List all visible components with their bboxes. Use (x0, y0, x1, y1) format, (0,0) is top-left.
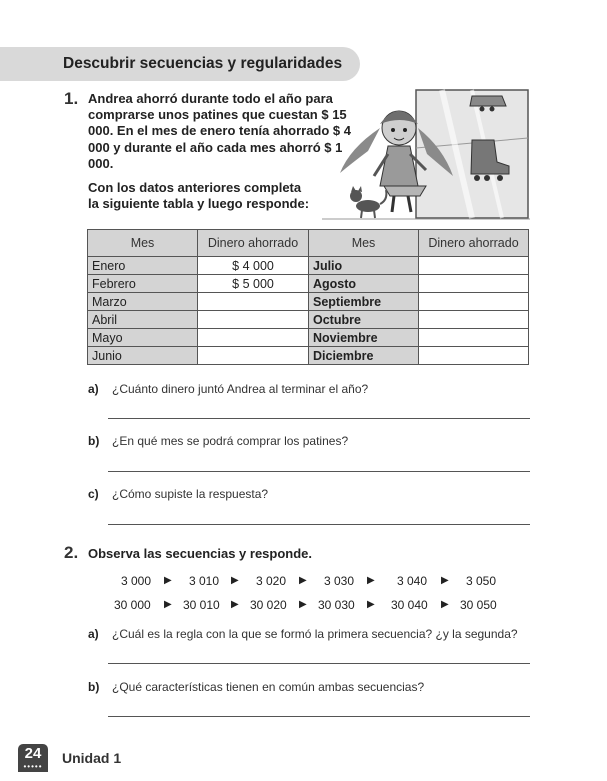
amount-cell[interactable] (419, 311, 529, 329)
month-cell: Julio (309, 257, 419, 275)
sequence-2-term: 30 000 (114, 598, 151, 612)
answer-line-1c[interactable] (108, 524, 530, 525)
question-1-statement: Andrea ahorró durante todo el año para comprarse unos patines que cuestan $ 15 000. En el mes de enero tenía ahorrado $ 4 000 y durante el año cada mes ahorró $ 1 000. (88, 91, 351, 171)
arrow-right-icon: ▶ (231, 575, 239, 586)
sequence-1-term: 3 050 (466, 574, 497, 588)
month-cell: Septiembre (309, 293, 419, 311)
sequence-1-term: 3 020 (256, 574, 287, 588)
table-row (88, 257, 529, 275)
question-1b-text: ¿En qué mes se podrá comprar los patines? (112, 434, 349, 448)
arrow-right-icon: ▶ (367, 599, 375, 610)
question-1a-letter: a) (88, 382, 99, 396)
arrow-right-icon: ▶ (299, 599, 307, 610)
arrow-right-icon: ▶ (441, 599, 449, 610)
amount-cell[interactable] (419, 257, 529, 275)
amount-cell[interactable] (198, 311, 309, 329)
header-mes: Mes (309, 230, 419, 257)
amount-cell[interactable] (198, 347, 309, 365)
answer-line-2b[interactable] (108, 716, 530, 717)
table-row (88, 329, 529, 347)
amount-cell[interactable] (419, 275, 529, 293)
question-2-statement: Observa las secuencias y responde. (88, 546, 313, 561)
question-2b-text: ¿Qué características tienen en común ambas secuencias? (112, 680, 425, 694)
amount-cell[interactable] (419, 347, 529, 365)
unit-label: Unidad 1 (62, 750, 122, 766)
amount-cell[interactable] (198, 293, 309, 311)
month-cell: Junio (88, 347, 198, 365)
arrow-right-icon: ▶ (441, 575, 449, 586)
savings-table (87, 229, 529, 365)
sequence-2-term: 30 030 (318, 598, 355, 612)
arrow-right-icon: ▶ (164, 575, 172, 586)
month-cell: Enero (88, 257, 198, 275)
arrow-right-icon: ▶ (367, 575, 375, 586)
question-1-instruction: Con los datos anteriores completa la siguiente tabla y luego responde: (88, 180, 310, 212)
month-cell: Agosto (309, 275, 419, 293)
sequence-1-term: 3 030 (324, 574, 355, 588)
arrow-right-icon: ▶ (164, 599, 172, 610)
table-row (88, 293, 529, 311)
question-1a-text: ¿Cuánto dinero juntó Andrea al terminar el año? (112, 382, 369, 396)
amount-cell[interactable] (198, 329, 309, 347)
header-dinero: Dinero ahorrado (419, 230, 529, 257)
question-1-number: 1. (64, 89, 79, 108)
table-header-row (88, 230, 529, 257)
question-1c-text: ¿Cómo supiste la respuesta? (112, 487, 269, 501)
sequence-2-term: 30 010 (183, 598, 220, 612)
question-1b-letter: b) (88, 434, 100, 448)
answer-line-1b[interactable] (108, 471, 530, 472)
amount-cell[interactable] (419, 329, 529, 347)
arrow-right-icon: ▶ (231, 599, 239, 610)
question-1c-letter: c) (88, 487, 99, 501)
header-dinero: Dinero ahorrado (198, 230, 309, 257)
sequence-2-term: 30 020 (250, 598, 287, 612)
sequence-1-term: 3 000 (121, 574, 152, 588)
table-row (88, 311, 529, 329)
sequence-2-term: 30 050 (460, 598, 497, 612)
page-number-badge (18, 744, 48, 772)
question-2-number: 2. (64, 543, 79, 562)
question-2a-text: ¿Cuál es la regla con la que se formó la primera secuencia? ¿y la segunda? (112, 627, 518, 641)
illustration-girl-skates (322, 88, 530, 222)
month-cell: Mayo (88, 329, 198, 347)
table-row (88, 275, 529, 293)
month-cell: Diciembre (309, 347, 419, 365)
table-row (88, 347, 529, 365)
amount-cell[interactable]: $ 5 000 (198, 275, 309, 293)
month-cell: Octubre (309, 311, 419, 329)
page-dots: ••••• (23, 762, 43, 771)
answer-line-2a[interactable] (108, 663, 530, 664)
sequence-1-term: 3 010 (189, 574, 220, 588)
amount-cell[interactable]: $ 4 000 (198, 257, 309, 275)
month-cell: Marzo (88, 293, 198, 311)
question-2b-letter: b) (88, 680, 100, 694)
sequence-2-term: 30 040 (391, 598, 428, 612)
section-title: Descubrir secuencias y regularidades (63, 55, 343, 72)
answer-line-1a[interactable] (108, 418, 530, 419)
amount-cell[interactable] (419, 293, 529, 311)
page-number: 24 (24, 745, 42, 762)
arrow-right-icon: ▶ (299, 575, 307, 586)
cat-icon (350, 186, 386, 218)
month-cell: Noviembre (309, 329, 419, 347)
sequence-1-term: 3 040 (397, 574, 428, 588)
header-mes: Mes (88, 230, 198, 257)
question-2a-letter: a) (88, 627, 99, 641)
month-cell: Abril (88, 311, 198, 329)
month-cell: Febrero (88, 275, 198, 293)
